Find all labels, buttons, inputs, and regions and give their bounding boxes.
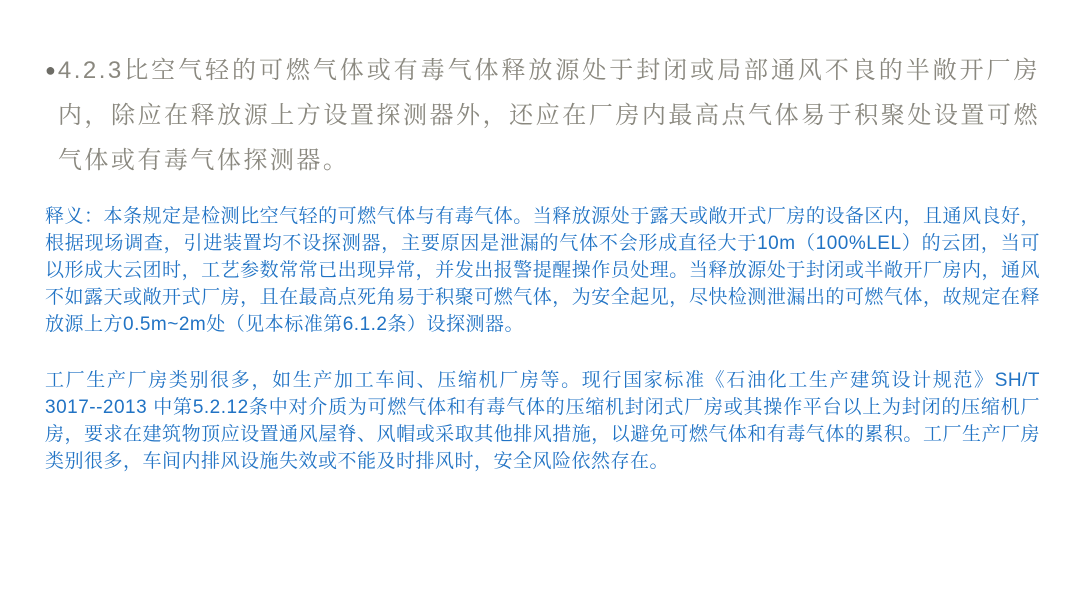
clause-heading-row: [45, 48, 1040, 183]
slide-content: [45, 48, 1040, 475]
bullet-icon: ●: [45, 60, 56, 80]
interpretation-paragraph: 释义：本条规定是检测比空气轻的可燃气体与有毒气体。当释放源处于露天或敞开式厂房的设备区内，且通风良好，根据现场调查，引进装置均不设探测器，主要原因是泄漏的气体不会形成直径大于10m（100%LEL）的云团，当可以形成大云团时，工艺参数常常已出现异常，并发出报警提醒操作员处理。当释放源处于封闭或半敞开厂房内，通风不如露天或敞开式厂房，且在最高点死角易于积聚可燃气体，为安全起见，尽快检测泄漏出的可燃气体，故规定在释放源上方0.5m~2m处（见本标准第6.1.2条）设探测器。: [45, 206, 1040, 335]
factory-buildings-paragraph: 工厂生产厂房类别很多，如生产加工车间、压缩机厂房等。现行国家标准《石油化工生产建筑设计规范》SH/T 3017--2013 中第5.2.12条中对介质为可燃气体和有毒气体的压缩机封闭式厂房或其操作平台以上为封闭的压缩机厂房，要求在建筑物顶应设置通风屋脊、风帽或采取其他排风措施，以避免可燃气体和有毒气体的累积。工厂生产厂房类别很多，车间内排风设施失效或不能及时排风时，安全风险依然存在。: [45, 370, 1040, 472]
clause-heading-text: 4.2.3比空气轻的可燃气体或有毒气体释放源处于封闭或局部通风不良的半敞开厂房内，除应在释放源上方设置探测器外，还应在厂房内最高点气体易于积聚处设置可燃气体或有毒气体探测器。: [57, 57, 1040, 174]
